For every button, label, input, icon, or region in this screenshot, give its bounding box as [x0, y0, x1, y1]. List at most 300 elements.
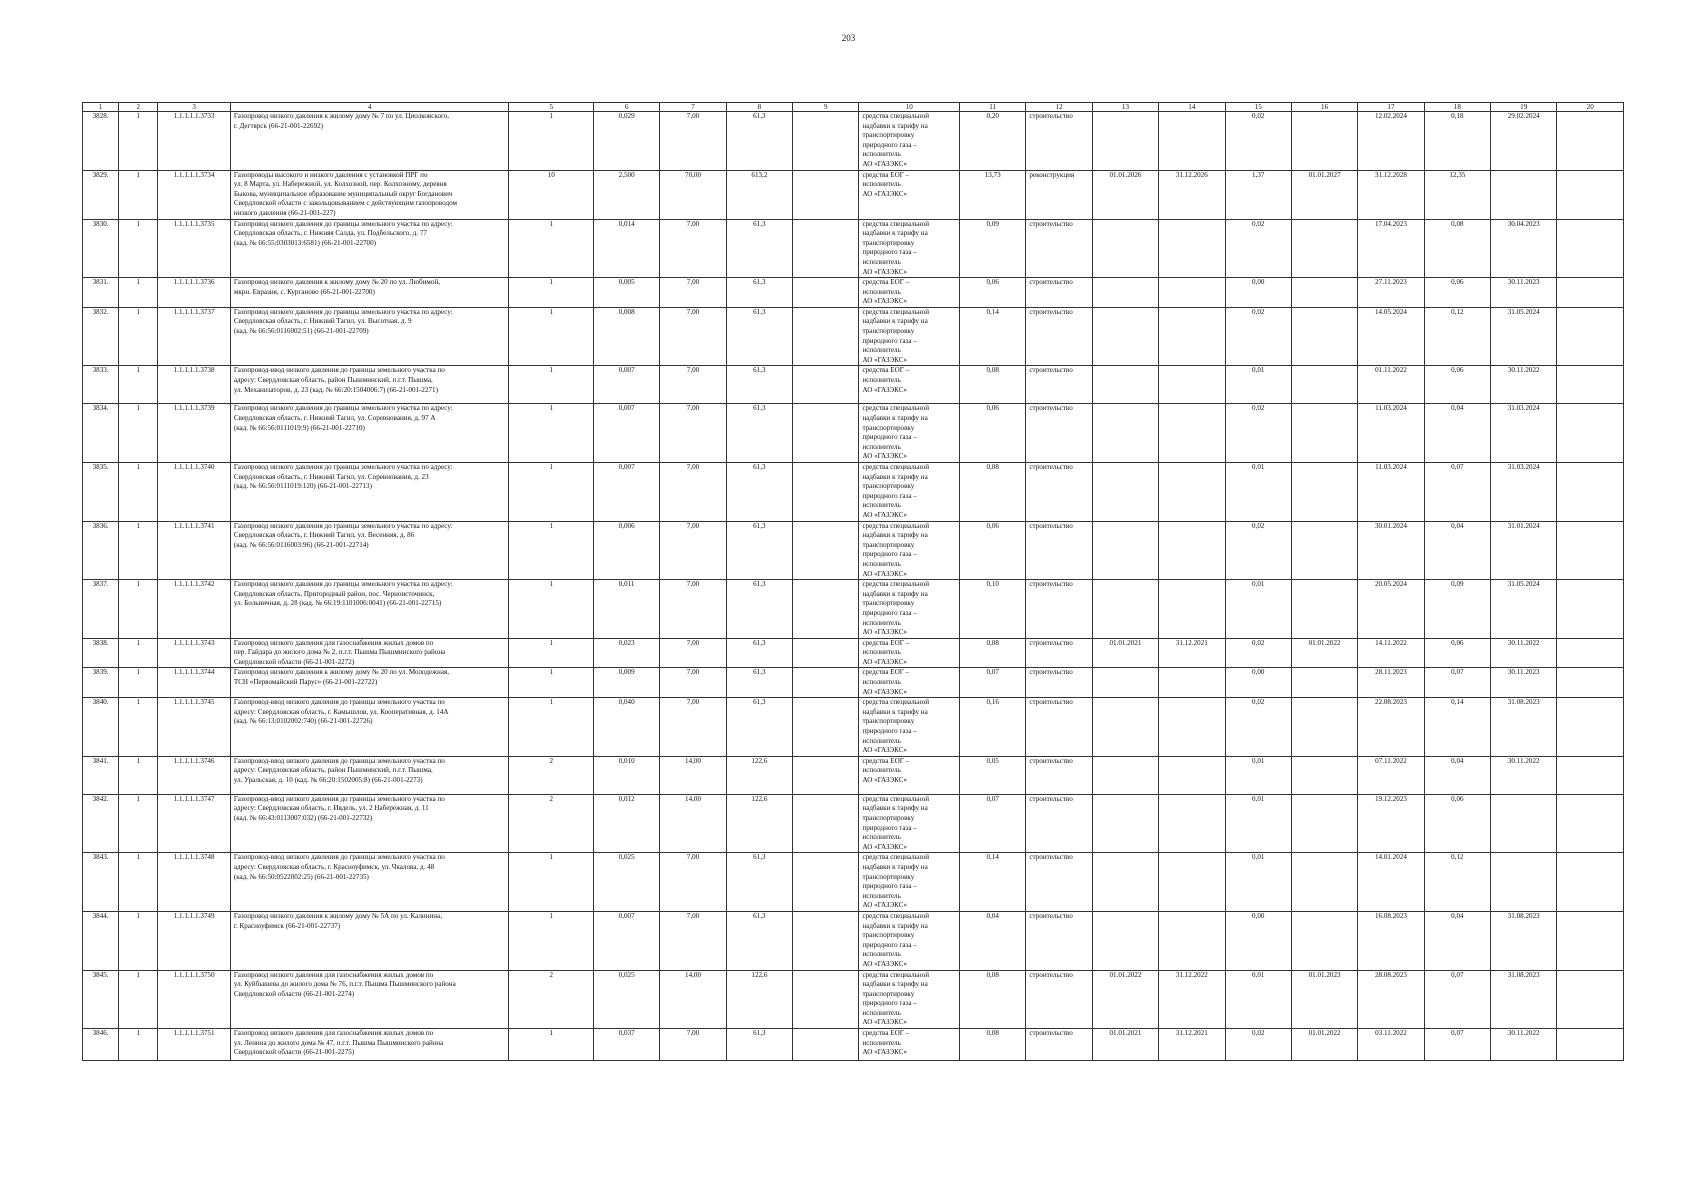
cell-col-17: 31.12.2028 — [1358, 170, 1424, 219]
cell-col-2: 1 — [119, 404, 158, 463]
cell-col-12: строительство — [1026, 668, 1092, 698]
cell-col-8: 613,2 — [726, 170, 792, 219]
cell-col-8: 61,3 — [726, 853, 792, 912]
cell-col-18: 0,18 — [1424, 112, 1490, 171]
cell-col-11: 0,14 — [960, 307, 1026, 366]
cell-col-5: 1 — [509, 580, 593, 639]
cell-col-13: 01.01.2021 — [1092, 1029, 1158, 1061]
cell-col-20 — [1557, 170, 1624, 219]
cell-col-10: средства специальной надбавки к тарифу на транспортировку природного газа – исполнитель АО «ГАЗЭКС» — [859, 853, 960, 912]
cell-col-8: 61,3 — [726, 307, 792, 366]
cell-col-5: 1 — [509, 463, 593, 522]
cell-col-13 — [1092, 219, 1158, 278]
cell-col-17: 30.01.2024 — [1358, 521, 1424, 580]
cell-col-17: 27.11.2023 — [1358, 278, 1424, 308]
cell-col-4: Газопровод низкого давления для газоснабжения жилых домов по ул. Куйбышева до жилого дома № 76, п.г.т. Пышма Пышминского района Свердловской области (66-21-001-2274) — [230, 970, 509, 1029]
cell-col-15: 0,01 — [1225, 366, 1291, 404]
cell-col-19: 31.01.2024 — [1491, 521, 1557, 580]
cell-col-8: 61,3 — [726, 638, 792, 668]
table-row — [83, 366, 1624, 404]
cell-col-16 — [1291, 911, 1357, 970]
cell-col-9 — [793, 970, 859, 1029]
cell-col-12: реконструкция — [1026, 170, 1092, 219]
cell-col-13: 01.01.2021 — [1092, 638, 1158, 668]
cell-col-16 — [1291, 307, 1357, 366]
table-row — [83, 638, 1624, 668]
cell-col-13 — [1092, 404, 1158, 463]
cell-col-1: 3832. — [83, 307, 119, 366]
cell-col-9 — [793, 911, 859, 970]
cell-col-1: 3841. — [83, 756, 119, 794]
cell-col-15: 0,02 — [1225, 112, 1291, 171]
cell-col-10: средства специальной надбавки к тарифу на транспортировку природного газа – исполнитель АО «ГАЗЭКС» — [859, 404, 960, 463]
cell-col-19: 30.04.2023 — [1491, 219, 1557, 278]
cell-col-16 — [1291, 580, 1357, 639]
cell-col-20 — [1557, 794, 1624, 853]
cell-col-19: 31.05.2024 — [1491, 307, 1557, 366]
cell-col-2: 1 — [119, 219, 158, 278]
cell-col-1: 3845. — [83, 970, 119, 1029]
cell-col-13 — [1092, 698, 1158, 757]
cell-col-5: 1 — [509, 638, 593, 668]
column-header-4: 4 — [230, 103, 509, 112]
cell-col-6: 2,500 — [593, 170, 659, 219]
cell-col-17: 17.04.2023 — [1358, 219, 1424, 278]
table-row — [83, 970, 1624, 1029]
cell-col-6: 0,007 — [593, 463, 659, 522]
table-row — [83, 521, 1624, 580]
cell-col-12: строительство — [1026, 219, 1092, 278]
column-header-12: 12 — [1026, 103, 1092, 112]
cell-col-13: 01.01.2022 — [1092, 970, 1158, 1029]
column-header-11: 11 — [960, 103, 1026, 112]
cell-col-20 — [1557, 307, 1624, 366]
cell-col-18: 0,07 — [1424, 463, 1490, 522]
cell-col-16 — [1291, 521, 1357, 580]
cell-col-19: 30.11.2023 — [1491, 668, 1557, 698]
cell-col-11: 0,09 — [960, 219, 1026, 278]
cell-col-14 — [1159, 698, 1225, 757]
cell-col-1: 3840. — [83, 698, 119, 757]
cell-col-6: 0,007 — [593, 911, 659, 970]
cell-col-6: 0,005 — [593, 278, 659, 308]
cell-col-17: 28.11.2023 — [1358, 668, 1424, 698]
cell-col-6: 0,007 — [593, 366, 659, 404]
cell-col-10: средства ЕОГ – исполнитель АО «ГАЗЭКС» — [859, 668, 960, 698]
cell-col-15: 0,02 — [1225, 219, 1291, 278]
cell-col-11: 0,08 — [960, 463, 1026, 522]
cell-col-20 — [1557, 366, 1624, 404]
cell-col-17: 11.03.2024 — [1358, 463, 1424, 522]
cell-col-1: 3844. — [83, 911, 119, 970]
cell-col-16 — [1291, 756, 1357, 794]
cell-col-14 — [1159, 463, 1225, 522]
cell-col-20 — [1557, 580, 1624, 639]
cell-col-14 — [1159, 580, 1225, 639]
cell-col-13 — [1092, 756, 1158, 794]
cell-col-3: 1.1.1.1.1.3742 — [158, 580, 230, 639]
cell-col-3: 1.1.1.1.1.3746 — [158, 756, 230, 794]
cell-col-5: 1 — [509, 1029, 593, 1061]
table-row — [83, 756, 1624, 794]
cell-col-15: 0,01 — [1225, 853, 1291, 912]
cell-col-9 — [793, 853, 859, 912]
cell-col-11: 0,08 — [960, 970, 1026, 1029]
cell-col-10: средства специальной надбавки к тарифу на транспортировку природного газа – исполнитель АО «ГАЗЭКС» — [859, 219, 960, 278]
cell-col-20 — [1557, 1029, 1624, 1061]
cell-col-4: Газопроводы высокого и низкого давления с установкой ПРГ по ул. 8 Марта, ул. Набережной, ул. Колхозной, пер. Колхозному, деревня Быкова, муниципальное образование муниципальный округ Богданович Свердловской области с закольцовыванием с действующим газопроводом низкого давления (66-21-001-227) — [230, 170, 509, 219]
cell-col-2: 1 — [119, 638, 158, 668]
table-body — [83, 112, 1624, 1061]
cell-col-4: Газопровод-ввод низкого давления до границы земельного участка по адресу: Свердловская область, район Пышминский, п.г.т. Пышма, ул. Уральская, д. 10 (кад. № 66:20:1502005:8) (66-21-001-2273) — [230, 756, 509, 794]
table-row — [83, 580, 1624, 639]
cell-col-19: 31.03.2024 — [1491, 404, 1557, 463]
cell-col-3: 1.1.1.1.1.3751 — [158, 1029, 230, 1061]
cell-col-12: строительство — [1026, 278, 1092, 308]
cell-col-16 — [1291, 698, 1357, 757]
cell-col-10: средства ЕОГ – исполнитель АО «ГАЗЭКС» — [859, 1029, 960, 1061]
column-number-header-row — [83, 103, 1624, 112]
cell-col-7: 7,00 — [660, 668, 726, 698]
cell-col-3: 1.1.1.1.1.3741 — [158, 521, 230, 580]
cell-col-3: 1.1.1.1.1.3748 — [158, 853, 230, 912]
cell-col-3: 1.1.1.1.1.3750 — [158, 970, 230, 1029]
cell-col-7: 7,00 — [660, 911, 726, 970]
cell-col-5: 1 — [509, 219, 593, 278]
cell-col-19: 30.11.2022 — [1491, 1029, 1557, 1061]
cell-col-17: 11.03.2024 — [1358, 404, 1424, 463]
cell-col-7: 7,00 — [660, 521, 726, 580]
cell-col-18: 0,04 — [1424, 521, 1490, 580]
cell-col-18: 0,07 — [1424, 970, 1490, 1029]
cell-col-16 — [1291, 278, 1357, 308]
cell-col-13 — [1092, 112, 1158, 171]
cell-col-19: 30.11.2022 — [1491, 366, 1557, 404]
cell-col-4: Газопровод низкого давления до границы земельного участка по адресу: Свердловская область, Пригородный район, пос. Черноисточинск, ул. Больничная, д. 28 (кад. № 66:19:1101006:0041) (66-21-001-22715) — [230, 580, 509, 639]
cell-col-20 — [1557, 911, 1624, 970]
cell-col-15: 0,02 — [1225, 698, 1291, 757]
cell-col-10: средства ЕОГ – исполнитель АО «ГАЗЭКС» — [859, 638, 960, 668]
cell-col-2: 1 — [119, 1029, 158, 1061]
cell-col-7: 7,00 — [660, 278, 726, 308]
column-header-18: 18 — [1424, 103, 1490, 112]
cell-col-3: 1.1.1.1.1.3734 — [158, 170, 230, 219]
cell-col-2: 1 — [119, 970, 158, 1029]
cell-col-3: 1.1.1.1.1.3735 — [158, 219, 230, 278]
table-row — [83, 911, 1624, 970]
column-header-20: 20 — [1557, 103, 1624, 112]
cell-col-4: Газопровод-ввод низкого давления до границы земельного участка по адресу: Свердловская область, г. Красноуфимск, ул. Чкалова, д. 48 (кад. № 66:50:0522002:25) (66-21-001-22735) — [230, 853, 509, 912]
cell-col-9 — [793, 463, 859, 522]
cell-col-9 — [793, 112, 859, 171]
cell-col-13 — [1092, 278, 1158, 308]
cell-col-1: 3838. — [83, 638, 119, 668]
column-header-19: 19 — [1491, 103, 1557, 112]
cell-col-1: 3833. — [83, 366, 119, 404]
cell-col-9 — [793, 794, 859, 853]
cell-col-12: строительство — [1026, 756, 1092, 794]
cell-col-17: 14.11.2022 — [1358, 638, 1424, 668]
cell-col-1: 3843. — [83, 853, 119, 912]
cell-col-15: 0,02 — [1225, 1029, 1291, 1061]
cell-col-16 — [1291, 112, 1357, 171]
cell-col-4: Газопровод низкого давления до границы земельного участка по адресу: Свердловская область, г. Нижний Тагил, ул. Весенняя, д. 86 (кад. № 66:56:0116003:96) (66-21-001-22714) — [230, 521, 509, 580]
cell-col-15: 0,01 — [1225, 794, 1291, 853]
cell-col-19 — [1491, 794, 1557, 853]
cell-col-16 — [1291, 794, 1357, 853]
cell-col-11: 0,14 — [960, 853, 1026, 912]
cell-col-18: 0,12 — [1424, 853, 1490, 912]
column-header-15: 15 — [1225, 103, 1291, 112]
cell-col-14: 31.12.2021 — [1159, 638, 1225, 668]
cell-col-8: 61,3 — [726, 668, 792, 698]
cell-col-8: 61,3 — [726, 463, 792, 522]
cell-col-14 — [1159, 366, 1225, 404]
cell-col-18: 0,06 — [1424, 278, 1490, 308]
cell-col-5: 1 — [509, 668, 593, 698]
cell-col-14: 31.12.2026 — [1159, 170, 1225, 219]
cell-col-9 — [793, 170, 859, 219]
cell-col-1: 3846. — [83, 1029, 119, 1061]
cell-col-13 — [1092, 911, 1158, 970]
cell-col-18: 0,07 — [1424, 1029, 1490, 1061]
cell-col-15: 0,02 — [1225, 404, 1291, 463]
cell-col-5: 1 — [509, 366, 593, 404]
cell-col-7: 7,00 — [660, 1029, 726, 1061]
cell-col-2: 1 — [119, 698, 158, 757]
cell-col-15: 0,02 — [1225, 307, 1291, 366]
cell-col-12: строительство — [1026, 698, 1092, 757]
cell-col-7: 14,00 — [660, 970, 726, 1029]
table-row — [83, 698, 1624, 757]
cell-col-6: 0,037 — [593, 1029, 659, 1061]
cell-col-7: 7,00 — [660, 580, 726, 639]
cell-col-13 — [1092, 668, 1158, 698]
cell-col-19: 31.05.2024 — [1491, 580, 1557, 639]
cell-col-5: 2 — [509, 756, 593, 794]
cell-col-19: 30.11.2022 — [1491, 638, 1557, 668]
cell-col-8: 61,3 — [726, 404, 792, 463]
cell-col-13 — [1092, 521, 1158, 580]
cell-col-15: 0,02 — [1225, 521, 1291, 580]
cell-col-6: 0,025 — [593, 853, 659, 912]
cell-col-2: 1 — [119, 170, 158, 219]
cell-col-1: 3828. — [83, 112, 119, 171]
cell-col-19: 30.11.2023 — [1491, 278, 1557, 308]
cell-col-10: средства ЕОГ – исполнитель АО «ГАЗЭКС» — [859, 170, 960, 219]
cell-col-19: 31.08.2023 — [1491, 970, 1557, 1029]
column-header-17: 17 — [1358, 103, 1424, 112]
cell-col-10: средства специальной надбавки к тарифу на транспортировку природного газа – исполнитель АО «ГАЗЭКС» — [859, 794, 960, 853]
cell-col-7: 14,00 — [660, 756, 726, 794]
cell-col-15: 0,01 — [1225, 970, 1291, 1029]
table-row — [83, 794, 1624, 853]
cell-col-5: 1 — [509, 698, 593, 757]
cell-col-18: 0,14 — [1424, 698, 1490, 757]
cell-col-8: 122,6 — [726, 794, 792, 853]
cell-col-19: 29.02.2024 — [1491, 112, 1557, 171]
column-header-7: 7 — [660, 103, 726, 112]
cell-col-7: 14,00 — [660, 794, 726, 853]
cell-col-4: Газопровод низкого давления к жилому дому № 5А по ул. Калинина, г. Красноуфимск (66-21-001-22737) — [230, 911, 509, 970]
cell-col-10: средства специальной надбавки к тарифу на транспортировку природного газа – исполнитель АО «ГАЗЭКС» — [859, 970, 960, 1029]
cell-col-16 — [1291, 404, 1357, 463]
cell-col-14 — [1159, 219, 1225, 278]
cell-col-17: 28.08.2023 — [1358, 970, 1424, 1029]
column-header-10: 10 — [859, 103, 960, 112]
cell-col-1: 3835. — [83, 463, 119, 522]
cell-col-6: 0,023 — [593, 638, 659, 668]
cell-col-18: 0,06 — [1424, 638, 1490, 668]
table-row — [83, 463, 1624, 522]
cell-col-2: 1 — [119, 112, 158, 171]
cell-col-13 — [1092, 307, 1158, 366]
cell-col-19: 30.11.2022 — [1491, 756, 1557, 794]
cell-col-4: Газопровод низкого давления для газоснабжения жилых домов по ул. Ленина до жилого дома № 47, п.г.т. Пышма Пышминского района Свердловской области (66-21-001-2275) — [230, 1029, 509, 1061]
cell-col-9 — [793, 580, 859, 639]
cell-col-19 — [1491, 170, 1557, 219]
cell-col-8: 61,3 — [726, 219, 792, 278]
cell-col-19: 31.08.2023 — [1491, 698, 1557, 757]
cell-col-20 — [1557, 521, 1624, 580]
cell-col-2: 1 — [119, 307, 158, 366]
cell-col-4: Газопровод низкого давления до границы земельного участка по адресу: Свердловская область, г. Нижний Тагил, ул. Соревнования, д. 23 (кад. № 66:56:0111019:120) (66-21-001-22713) — [230, 463, 509, 522]
cell-col-2: 1 — [119, 794, 158, 853]
cell-col-14 — [1159, 668, 1225, 698]
cell-col-8: 61,3 — [726, 112, 792, 171]
cell-col-4: Газопровод низкого давления до границы земельного участка по адресу: Свердловская область, г. Нижний Тагил, ул. Соревнования, д. 97 А (кад. № 66:56:0111019:9) (66-21-001-22710) — [230, 404, 509, 463]
cell-col-5: 1 — [509, 853, 593, 912]
cell-col-10: средства ЕОГ – исполнитель АО «ГАЗЭКС» — [859, 756, 960, 794]
cell-col-1: 3839. — [83, 668, 119, 698]
cell-col-9 — [793, 404, 859, 463]
cell-col-14 — [1159, 794, 1225, 853]
cell-col-13 — [1092, 463, 1158, 522]
cell-col-10: средства ЕОГ – исполнитель АО «ГАЗЭКС» — [859, 366, 960, 404]
cell-col-10: средства специальной надбавки к тарифу на транспортировку природного газа – исполнитель АО «ГАЗЭКС» — [859, 307, 960, 366]
cell-col-12: строительство — [1026, 911, 1092, 970]
cell-col-5: 2 — [509, 794, 593, 853]
column-header-13: 13 — [1092, 103, 1158, 112]
cell-col-9 — [793, 278, 859, 308]
cell-col-9 — [793, 698, 859, 757]
cell-col-16: 01.01.2027 — [1291, 170, 1357, 219]
cell-col-14 — [1159, 756, 1225, 794]
cell-col-17: 20.05.2024 — [1358, 580, 1424, 639]
cell-col-11: 0,04 — [960, 911, 1026, 970]
cell-col-19: 31.08.2023 — [1491, 911, 1557, 970]
page-number: 203 — [841, 33, 856, 43]
cell-col-8: 61,3 — [726, 521, 792, 580]
cell-col-15: 1,37 — [1225, 170, 1291, 219]
cell-col-6: 0,008 — [593, 307, 659, 366]
cell-col-8: 61,3 — [726, 911, 792, 970]
cell-col-9 — [793, 756, 859, 794]
table-row — [83, 219, 1624, 278]
cell-col-2: 1 — [119, 521, 158, 580]
cell-col-1: 3829. — [83, 170, 119, 219]
cell-col-4: Газопровод низкого давления до границы земельного участка по адресу: Свердловская область, г. Нижняя Салда, ул. Подбельского, д. 77 (кад. № 66:55:0303013:6581) (66-21-001-22700) — [230, 219, 509, 278]
cell-col-2: 1 — [119, 911, 158, 970]
cell-col-4: Газопровод-ввод низкого давления до границы земельного участка по адресу: Свердловская область, г. Ивдель, ул. 2 Набережная, д. 11 (кад. № 66:43:0113007:032) (66-21-001-22732) — [230, 794, 509, 853]
cell-col-7: 7,00 — [660, 366, 726, 404]
cell-col-14 — [1159, 404, 1225, 463]
column-header-1: 1 — [83, 103, 119, 112]
cell-col-9 — [793, 1029, 859, 1061]
cell-col-4: Газопровод-ввод низкого давления до границы земельного участка по адресу: Свердловская область, район Пышминский, п.г.т. Пышма, ул. Механизаторов, д. 23 (кад. № 66:20:1504006:7) (66-21-001-2271) — [230, 366, 509, 404]
table-row — [83, 404, 1624, 463]
column-header-3: 3 — [158, 103, 230, 112]
cell-col-7: 7,00 — [660, 404, 726, 463]
cell-col-3: 1.1.1.1.1.3749 — [158, 911, 230, 970]
table-row — [83, 170, 1624, 219]
cell-col-15: 0,01 — [1225, 756, 1291, 794]
cell-col-5: 1 — [509, 404, 593, 463]
cell-col-11: 0,07 — [960, 794, 1026, 853]
cell-col-16 — [1291, 853, 1357, 912]
table-row — [83, 278, 1624, 308]
cell-col-15: 0,00 — [1225, 278, 1291, 308]
column-header-16: 16 — [1291, 103, 1357, 112]
cell-col-15: 0,00 — [1225, 668, 1291, 698]
cell-col-8: 61,3 — [726, 366, 792, 404]
cell-col-7: 7,00 — [660, 219, 726, 278]
cell-col-8: 122,6 — [726, 970, 792, 1029]
cell-col-20 — [1557, 853, 1624, 912]
cell-col-8: 61,3 — [726, 1029, 792, 1061]
cell-col-7: 7,00 — [660, 112, 726, 171]
cell-col-3: 1.1.1.1.1.3744 — [158, 668, 230, 698]
cell-col-16: 01.01.2022 — [1291, 1029, 1357, 1061]
column-header-9: 9 — [793, 103, 859, 112]
cell-col-11: 0,07 — [960, 668, 1026, 698]
cell-col-9 — [793, 521, 859, 580]
cell-col-3: 1.1.1.1.1.3736 — [158, 278, 230, 308]
cell-col-11: 0,16 — [960, 698, 1026, 757]
column-header-6: 6 — [593, 103, 659, 112]
cell-col-18: 0,06 — [1424, 366, 1490, 404]
cell-col-6: 0,009 — [593, 668, 659, 698]
cell-col-13 — [1092, 580, 1158, 639]
cell-col-13: 01.01.2026 — [1092, 170, 1158, 219]
cell-col-3: 1.1.1.1.1.3747 — [158, 794, 230, 853]
cell-col-4: Газопровод низкого давления для газоснабжения жилых домов по пер. Гайдара до жилого дома № 2, п.г.т. Пышма Пышминского района Свердловской области (66-21-001-2272) — [230, 638, 509, 668]
cell-col-11: 0,06 — [960, 278, 1026, 308]
cell-col-9 — [793, 307, 859, 366]
table-row — [83, 307, 1624, 366]
cell-col-14: 31.12.2021 — [1159, 1029, 1225, 1061]
cell-col-6: 0,014 — [593, 219, 659, 278]
cell-col-6: 0,040 — [593, 698, 659, 757]
cell-col-5: 1 — [509, 307, 593, 366]
cell-col-17: 14.01.2024 — [1358, 853, 1424, 912]
cell-col-17: 03.11.2022 — [1358, 1029, 1424, 1061]
cell-col-11: 0,08 — [960, 638, 1026, 668]
cell-col-9 — [793, 366, 859, 404]
cell-col-8: 61,3 — [726, 278, 792, 308]
cell-col-20 — [1557, 463, 1624, 522]
cell-col-3: 1.1.1.1.1.3738 — [158, 366, 230, 404]
cell-col-3: 1.1.1.1.1.3733 — [158, 112, 230, 171]
cell-col-10: средства специальной надбавки к тарифу на транспортировку природного газа – исполнитель АО «ГАЗЭКС» — [859, 911, 960, 970]
cell-col-20 — [1557, 278, 1624, 308]
cell-col-15: 0,01 — [1225, 580, 1291, 639]
cell-col-17: 22.08.2023 — [1358, 698, 1424, 757]
cell-col-13 — [1092, 794, 1158, 853]
cell-col-7: 7,00 — [660, 698, 726, 757]
cell-col-5: 1 — [509, 521, 593, 580]
cell-col-12: строительство — [1026, 404, 1092, 463]
